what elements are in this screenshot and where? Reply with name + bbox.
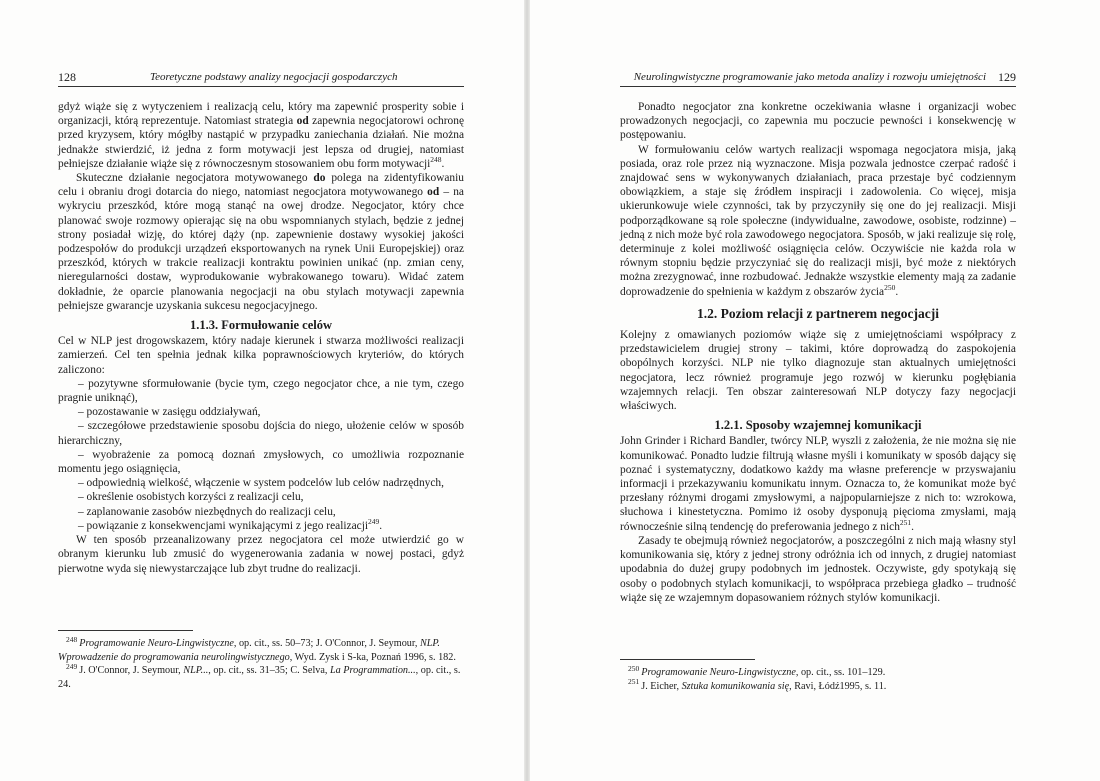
list-item: – szczegółowe przedstawienie sposobu dojścia do niego, ułożenie celów w sposób hierarchiczny,: [58, 420, 464, 447]
left-page-number: 128: [58, 70, 76, 84]
list-item: – pozostawanie w zasięgu oddziaływań,: [78, 406, 261, 419]
list-item: – powiązanie z konsekwencjami wynikającymi z jego realizacji$^{249}$.: [78, 517, 383, 532]
right-page-number: 129: [998, 70, 1016, 84]
footnote-rule: [58, 630, 193, 631]
right-footnotes: [620, 659, 1016, 693]
list-item: – określenie osobistych korzyści z realizacji celu,: [78, 491, 304, 504]
paragraph: Cel w NLP jest drogowskazem, który nadaje kierunek i stwarza możliwości realizacji zamierzeń. Cel ten spełnia jednak kilka poprawnościowych kryteriów, do których zaliczono:: [58, 335, 464, 376]
paragraph: gdyż wiąże się z wytyczeniem i realizacją celu, który ma zapewnić prosperity sobie i organizacji, którą reprezentuje. Natomiast strategia od zapewnia negocjatorowi ochronę przed kryzysem, który mógłby nastąpić w przypadku zaniechania działań. Nie można jednakże stwierdzić, iż jedna z form motywacji jest lepsza od drugiej, natomiast pełniejsze działanie wiąże się z równoczesnym stosowaniem obu form motywacji$^{248}$.: [58, 101, 464, 170]
list-item: – wyobrażenie za pomocą doznań zmysłowych, co umożliwia rozpoznanie momentu jego osiągnięcia,: [58, 448, 464, 476]
paragraph: Zasady te obejmują również negocjatorów, a poszczególni z nich mają własny styl komunikowania się, który z jednej strony odróżnia ich od innych, z drugiej natomiast upodabnia do dużej grupy podobnych im jednostek. Oczywiste, gdy spotykają się osoby o podobnych stylach komunikacji, to współpraca przebiega gładko – trudność wiąże się ze wzajemnym dopasowaniem różnych stylów komunikacji.: [620, 534, 1016, 604]
section-heading: 1.1.3. Formułowanie celów: [190, 318, 332, 333]
paragraph: John Grinder i Richard Bandler, twórcy NLP, wyszli z założenia, że nie można się nie komunikować. Ponadto ludzie filtrują własne myśli i komunikaty w sposób dający się poznać i systematyczny, dodatkowo każdy ma własne preferencje w przyswajaniu informacji i przekazywaniu komunikatu innym. Oznacza to, że komunikat może być przesłany różnymi drogami zmysłowymi, a najpopularniejsze z nich to: wzrokowa, słuchowa i kinestetyczna. Pomimo iż osoby dysponują pięcioma zmysłami, mają równocześnie silną tendencję do preferowania jednego z nich$^{251}$.: [620, 435, 1016, 533]
paragraph: Skuteczne działanie negocjatora motywowanego do polega na zidentyfikowaniu celu i obraniu drogi dotarcia do niego, natomiast negocjatora motywowanego od – na wykryciu przeszkód, które mogą stanąć na owej drodze. Negocjator, który chce planować swoje rozmowy opierając się na obu wspomnianych stylach, będzie z jednej strony posiadał wizję, do której dąży (np. zapewnienie dostawy wysokiej jakości podzespołów do produkcji urządzeń eksportowanych na rynek Unii Europejskiej) oraz przeszkód, których w trakcie realizacji kontraktu powinien unikać (np. zmian ceny, nieregularności dostaw, wyprodukowanie wybrakowanego towaru). Widać zatem dokładnie, że oparcie planowania negocjacji na obu stylach motywacji zapewnia pełniejsze gwarancje uzyskania sukcesu negocjacyjnego.: [58, 172, 464, 312]
list-item: – zaplanowanie zasobów niezbędnych do realizacji celu,: [78, 505, 336, 518]
right-body-text: [620, 100, 1016, 605]
section-heading: 1.2.1. Sposoby wzajemnej komunikacji: [714, 418, 922, 433]
footnote: $^{248}$ Programowanie Neuro-Lingwistyczne, op. cit., ss. 50–73; J. O'Connor, J. Seymour, NLP. Wprowadzenie do programowania neurolingwistycznego, Wyd. Zysk i S-ka, Poznań 1996, s. 182.: [58, 634, 456, 663]
right-page: [620, 0, 1016, 781]
footnote-ref: 250: [884, 282, 896, 292]
book-gutter: [524, 0, 530, 781]
footnote-ref: 249: [368, 517, 380, 527]
left-running-head: [58, 70, 464, 87]
footnote-rule: [620, 659, 755, 660]
footnote-ref: 251: [899, 517, 912, 527]
chapter-heading: 1.2. Poziom relacji z partnerem negocjacji: [696, 305, 940, 321]
footnote: $^{249}$ J. O'Connor, J. Seymour, NLP..., op. cit., ss. 31–35; C. Selva, La Programmation..., op. cit., s. 24.: [58, 661, 461, 690]
left-body-text: [58, 100, 464, 576]
right-running-title: Neurolingwistyczne programowanie jako metoda analizy i rozwoju umiejętności: [633, 71, 986, 83]
paragraph: Kolejny z omawianych poziomów wiąże się z umiejętnościami współpracy z przedstawicielem drugiej strony – takimi, które doprowadzą do zaspokojenia obopólnych korzyści. NLP nie tylko diagnozuje stan aktualnych umiejętności negocjatora, lecz również programuje jego rozwój w kierunku pogłębiania wzajemnych relacji. Ten obszar zainteresowań NLP dotyczy fazy negocjacji właściwych.: [620, 329, 1016, 413]
footnote: $^{250}$ Programowanie Neuro-Lingwistyczne, op. cit., ss. 101–129.: [628, 663, 886, 678]
list-item: – pozytywne sformułowanie (bycie tym, czego negocjator chce, a nie tym, czego pragnie uniknąć),: [58, 377, 464, 405]
right-running-head: [620, 70, 1016, 87]
paragraph: Ponadto negocjator zna konkretne oczekiwania własne i organizacji wobec prowadzonych negocjacji, co zapewnia mu poczucie pewności i konsekwencję w postępowaniu.: [620, 101, 1016, 142]
footnote-ref: 248: [430, 155, 442, 165]
footnote: $^{251}$ J. Eicher, Sztuka komunikowania się, Ravi, Łódź1995, s. 11.: [628, 677, 887, 692]
left-running-title: Teoretyczne podstawy analizy negocjacji gospodarczych: [150, 71, 398, 83]
left-page: [58, 0, 464, 781]
paragraph: W ten sposób przeanalizowany przez negocjatora cel może utwierdzić go w obranym kierunku lub zmusić do wygenerowania zadania w nowej postaci, gdyż pierwotne wyda się niewystarczające lub zbyt trudne do realizacji.: [58, 534, 464, 575]
list-item: – odpowiednią wielkość, włączenie w system podcelów lub celów nadrzędnych,: [78, 477, 444, 490]
left-footnotes: [58, 630, 464, 691]
paragraph: W formułowaniu celów wartych realizacji wspomaga negocjatora misja, jaką posiada, oraz role przez nią wyznaczone. Misja pozwala jednostce czerpać radość i znajdować sens w wykonywanych działaniach, praca przestaje być codziennym obowiązkiem, a staje się źródłem inspiracji i zadowolenia. Co więcej, misja ukierunkowuje wiele czynności, tak by przyczyniły się one do jej realizacji. Misji podporządkowane są role społeczne (indywidualne, zawodowe, osobiste, rodzinne) – jedną z nich może być rola zawodowego negocjatora. Sposób, w jaki realizuje się rolę, determinuje z kolei możliwość osiągnięcia celów. Oczywiście nie każda rola w równym stopniu będzie przyczyniać się do realizacji misji, być może z niektórych można zrezygnować, inne rozbudować. Jednakże wszystkie elementy mają za zadanie doprowadzenie do spełnienia w każdym z obszarów życia$^{250}$.: [620, 143, 1016, 298]
